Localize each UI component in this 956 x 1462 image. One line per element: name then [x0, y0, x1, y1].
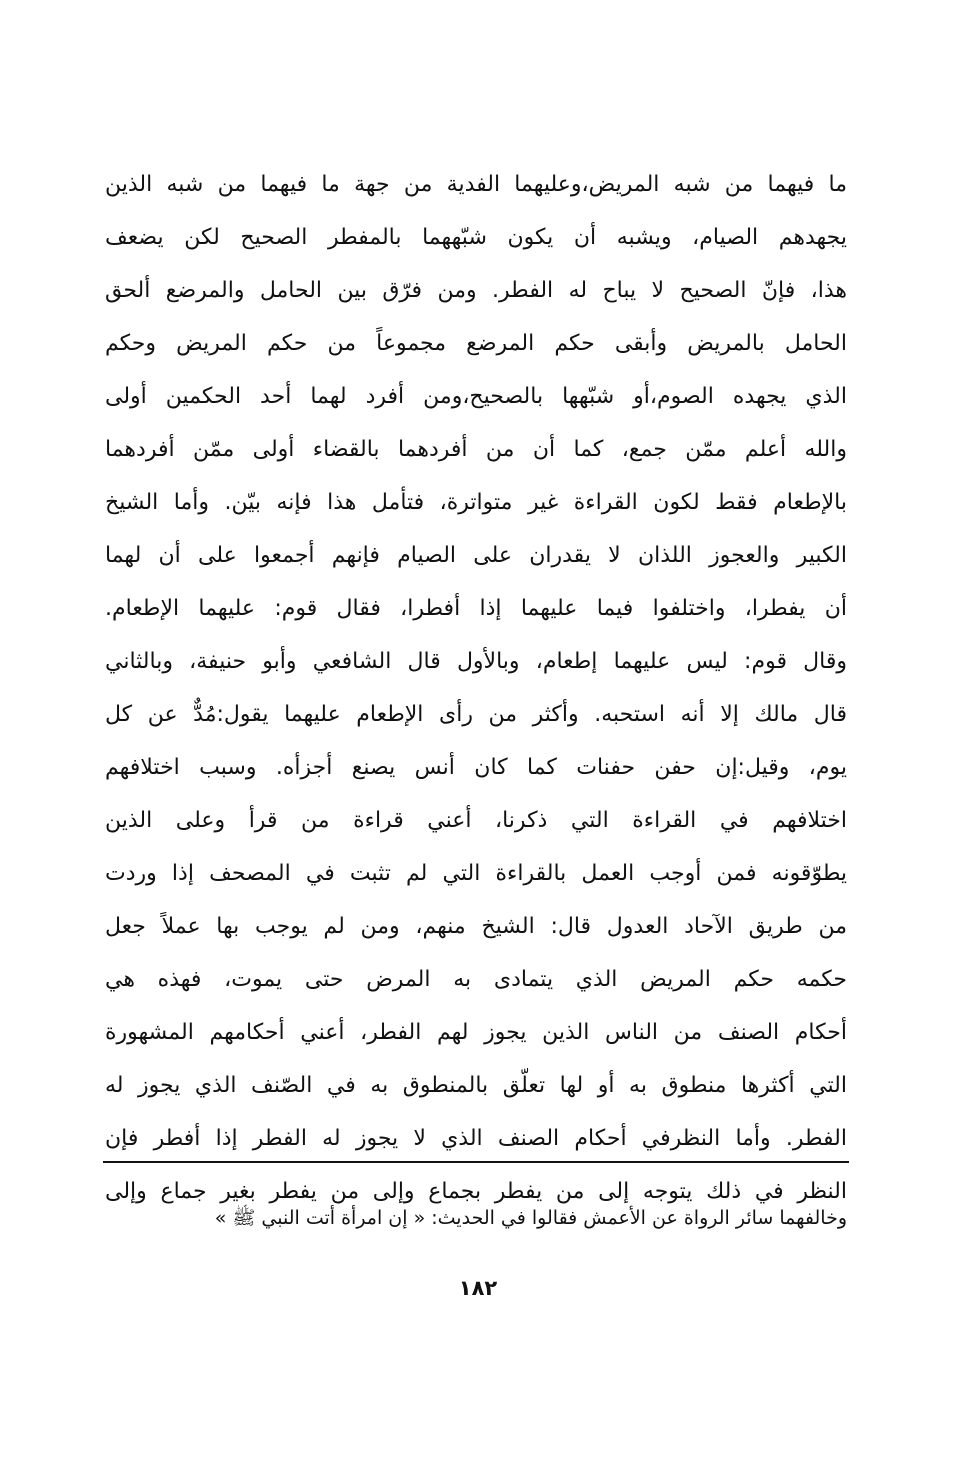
- text-line: يجهدهم الصيام، ويشبه أن يكون شبّههما بالمفطر الصحيح لكن يضعف: [105, 225, 847, 250]
- scan-mark: [148, 76, 166, 86]
- page-number: ١٨٢: [458, 1276, 498, 1300]
- text-line: يطوّقونه فمن أوجب العمل بالقراءة التي لم تثبت في المصحف إذا وردت: [105, 861, 847, 886]
- footnote-divider: [103, 1161, 849, 1163]
- text-line: الفطر. وأما النظرفي أحكام الصنف الذي لا يجوز له الفطر إذا أفطر فإن: [105, 1126, 847, 1151]
- text-line: الكبير والعجوز اللذان لا يقدران على الصيام فإنهم أجمعوا على أن لهما: [105, 543, 847, 568]
- text-line: هذا، فإنّ الصحيح لا يباح له الفطر. ومن فرّق بين الحامل والمرضع ألحق: [105, 278, 847, 303]
- text-line: والله أعلم ممّن جمع، كما أن من أفردهما بالقضاء أولى ممّن أفردهما: [105, 437, 847, 462]
- text-line: التي أكثرها منطوق به أو لها تعلّق بالمنطوق به في الصّنف الذي يجوز له: [105, 1073, 847, 1098]
- text-line: قال مالك إلا أنه استحبه. وأكثر من رأى الإطعام عليهما يقول:مُدٌّ عن كل: [105, 702, 847, 727]
- text-line: أحكام الصنف من الناس الذين يجوز لهم الفطر، أعني أحكامهم المشهورة: [105, 1020, 847, 1045]
- text-line: النظر في ذلك يتوجه إلى من يفطر بجماع وإلى من يفطر بغير جماع وإلى: [105, 1179, 847, 1204]
- text-line: الحامل بالمريض وأبقى حكم المرضع مجموعاً من حكم المريض وحكم: [105, 331, 847, 356]
- text-line: حكمه حكم المريض الذي يتمادى به المرض حتى يموت، فهذه هي: [105, 967, 847, 992]
- text-line: اختلافهم في القراءة التي ذكرنا، أعني قراءة من قرأ وعلى الذين: [105, 808, 847, 833]
- text-line: أن يفطرا، واختلفوا فيما عليهما إذا أفطرا، فقال قوم: عليهما الإطعام.: [105, 596, 847, 621]
- text-line: الذي يجهده الصوم،أو شبّهها بالصحيح،ومن أفرد لهما أحد الحكمين أولى: [105, 384, 847, 409]
- text-line: وقال قوم: ليس عليهما إطعام، وبالأول قال الشافعي وأبو حنيفة، وبالثاني: [105, 649, 847, 674]
- text-line: بالإطعام فقط لكون القراءة غير متواترة، فتأمل هذا فإنه بيّن. وأما الشيخ: [105, 490, 847, 515]
- text-line: ما فيهما من شبه المريض،وعليهما الفدية من جهة ما فيهما من شبه الذين: [105, 172, 847, 197]
- body-text: [105, 158, 847, 1218]
- text-line: يوم، وقيل:إن حفن حفنات كما كان أنس يصنع أجزأه. وسبب اختلافهم: [105, 755, 847, 780]
- text-line: من طريق الآحاد العدول قال: الشيخ منهم، ومن لم يوجب بها عملاً جعل: [105, 914, 847, 939]
- footnote: وخالفهما سائر الرواة عن الأعمش فقالوا في الحديث: « إن امرأة أتت النبي ﷺ »: [214, 1207, 847, 1229]
